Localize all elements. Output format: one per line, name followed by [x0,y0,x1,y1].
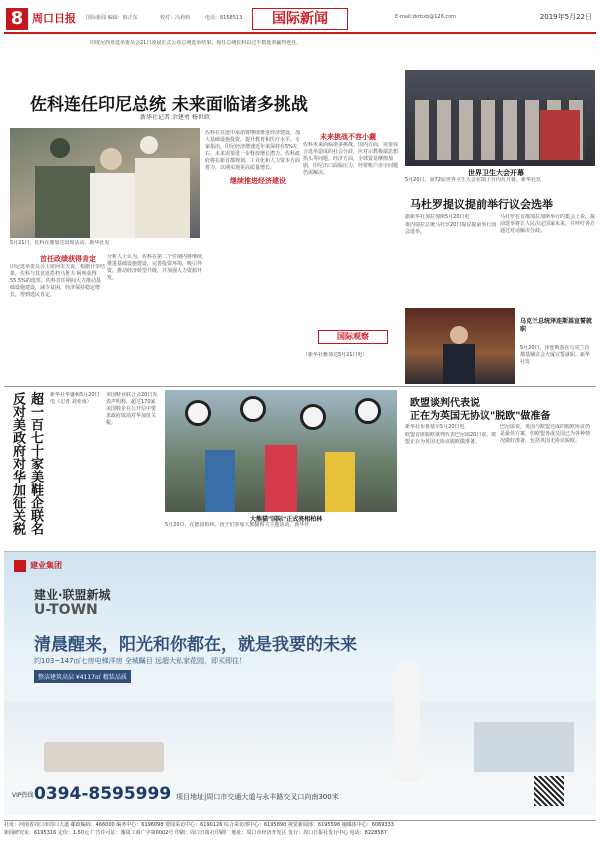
lead-caption: 5月21日，佐科在雅加达出席活动。新华社发 [10,240,110,246]
brexit-body-col2: 巴尼耶说，英国与欧盟达成的脱欧协议仍是最佳方案，但欧盟各成员国已为各种情况做好准备，包括英国无协议脱欧。 [500,424,591,444]
lead-body-col3: 佐科在竞选中承诺将继续推进经济建设，加大基础设施投资，提升教育和医疗水平。专家指出，印尼经济增速近年来保持在5%左右，未来需要进一步释放增长潜力。佐科政府将在新首都规划、工业化和人力资本方面着力，以期实现更高质量增长。 [205,130,300,171]
lead-photo [10,128,200,238]
ad-project: 建业·联盟新城 [34,588,111,602]
lead-body-col4: 佐科未来面临诸多挑战。国内方面，需要弥合选举造成的社会分歧，应对宗教极端思想抬头等问题。经济方面，全球贸易摩擦加剧，印尼出口面临压力，经常账户赤字问题仍需解决。 [303,142,398,176]
ad-brand: 建业集团 [30,561,62,570]
issue-date: 2019年5月22日 [539,13,592,21]
ad-line2: 约103~147㎡七房电梯洋房 全城瞩目 远超大私家花园，即买即住！ [34,657,247,665]
ukraine-caption: 5月20日，泽连斯基在乌克兰首都基辅议会大厦宣誓就职。新华社发 [520,345,591,365]
phone-info: 电话：8158513 [205,15,243,21]
lead-headline: 佐科连任印尼总统 未来面临诸多挑战 [30,95,308,115]
lead-subhead-1: 首任政绩获得肯定 [40,255,96,263]
ad-room-scene [4,702,596,786]
ad-tag: 整洁建筑高层 ¥4117㎡ 精装品质 [34,670,131,683]
brexit-dateline: 新华社布鲁塞尔5月20日电 [405,424,465,430]
who-caption: 5月20日，第72届世界卫生大会在瑞士日内瓦开幕。新华社发 [405,177,541,183]
qr-code-icon[interactable] [534,776,564,806]
who-photo [405,70,595,166]
lead-body-col2: 分析人士认为，佐科在第二个任期内将继续推进基础设施建设，完善投资环境，吸引外资，推动经济转型升级，并加强人力资源开发。 [107,254,202,281]
ad-project-en: U-TOWN [34,602,98,618]
editor-info: 国际新闻 编辑：韩正东 [86,15,138,21]
brand-logo-icon [14,560,26,572]
footer-line2: 新闻研究室：6195316 定价：1.50元 广告许可证：豫周工商广字第0002号 印刷：周口日报社印刷厂 地址：周口市经济开发区 发行：周口日报社发行中心 电话：8228587 [4,830,387,836]
panda-caption: 5月20日，在德国柏林，孩子们参加大熊猫相关主题活动。新华社 [165,522,310,528]
column-tag: 国际观察 [318,330,388,344]
brexit-headline-1: 欧盟谈判代表说 [410,398,480,409]
brexit-headline-2: 正在为英国无协议"脱欧"做准备 [410,411,551,422]
section-title: 国际新闻 [252,8,348,30]
who-caption-title: 世界卫生大会开幕 [468,169,524,177]
ad-phone[interactable]: 0394-8595999 [34,784,172,804]
panda-caption-title: 大熊猫"国际"正式亮相柏林 [250,516,323,523]
lead-signoff: （新华社雅加达5月21日电） [303,352,368,358]
maduro-body-col2: 马杜罗在首都加拉加斯举行的集会上说，提前选举将让人民决定国家未来，并呼吁各方通过对话解决分歧。 [500,214,595,234]
email-info: E-mail:zkrbxb@126.com [395,14,457,20]
page-number: 8 [6,8,28,30]
footer [4,820,596,844]
tariff-body: 美国鞋业联合会20日发表声明称，超过170家美国鞋企在公开信中要求政府取消对华加征关税。 [106,392,158,426]
section-divider [4,386,596,387]
maduro-headline: 马杜罗提议提前举行议会选举 [410,198,553,211]
ad-slogan: 清晨醒来，阳光和你都在，就是我要的未来 [34,635,357,655]
ukraine-photo [405,308,515,384]
intro-note: 印度尼西亚选举委员会21日凌晨正式公布总统选举结果，现任总统佐科以过半数选票赢得连任。 [90,40,302,46]
ukraine-caption-title: 乌克兰总统泽连斯基宣誓就职 [520,318,593,333]
maduro-body: 委内瑞拉总统马杜罗20日提议提前举行国会选举。 [405,222,497,235]
lead-body-col1: 印尼选举委员会主席阿里夫说，根据计票结果，佐科与其竞选搭档马鲁夫·阿明获得55.5%的选票。佐科首任期间大力推动基础设施建设，减少贫困，经济保持稳定增长，得到选民肯定。 [10,264,105,298]
ad-vip-label: VIP热线 [12,792,34,799]
panda-photo [165,390,397,512]
paper-name: 周口日报 [32,12,76,25]
maduro-dateline: 据新华社加拉加斯5月20日电 [405,214,470,220]
tariff-headline: 超一百七十家美鞋企联名反对美政府对华加征关税 [10,392,43,535]
proof-info: 校对：冯莉莉 [160,15,191,21]
property-advertisement[interactable] [4,551,596,815]
lead-subhead-2: 继续推进经济建设 [230,177,286,185]
lead-subhead-3: 未来挑战不容小觑 [320,133,376,141]
brexit-body: 欧盟首席脱欧谈判代表巴尼耶20日说，欧盟正在为英国无协议脱欧做准备。 [405,432,497,445]
footer-line1: 社址：河南省周口市周口大道 邮政编码：466000 编务中心：6196098 要闻采访中心：6190126 综合采访部中心：6195890 视觉新闻部：6195598 融媒体中心：6069333 [4,822,394,828]
lead-byline: 新华社记者 余建勇 杨世政 [140,114,210,121]
ad-address: 项目地址|周口市交通大道与永丰路交叉口向南300米 [176,793,339,801]
tariff-dateline: 新华社华盛顿5月20日电（记者 刘亚南） [50,392,100,405]
